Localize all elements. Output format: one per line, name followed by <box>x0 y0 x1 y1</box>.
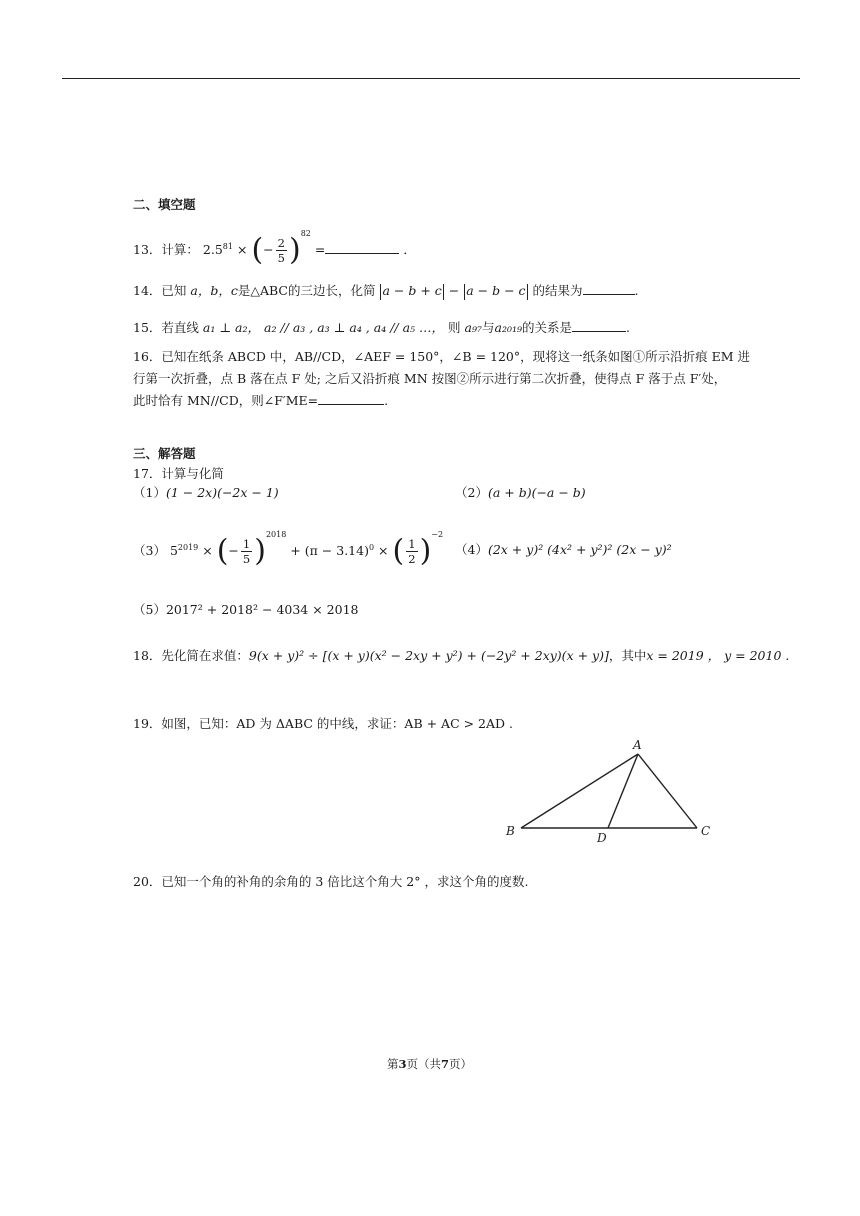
q17-p3-times2: × <box>378 543 389 558</box>
q17-p2-label: （2） <box>455 485 488 500</box>
q17-p1-label: （1） <box>133 485 166 500</box>
q17-part-5 <box>133 600 358 618</box>
q14-minus: − <box>448 283 460 298</box>
q13-eq: = <box>314 242 326 257</box>
question-19: 19．如图，已知：AD 为 ΔABC 的中线，求证：AB + AC > 2AD . <box>133 716 514 731</box>
q17-p3-rparen2: ) <box>419 533 432 569</box>
q14-vars: a，b，c <box>190 283 238 298</box>
q14-mid: 是△ABC的三边长，化简 <box>237 283 376 298</box>
label-c: C <box>701 824 711 838</box>
q13-base: 2.5 <box>202 242 223 257</box>
q17-p3-lparen: ( <box>216 533 229 569</box>
q15-with: 与 <box>482 320 495 335</box>
footer-mid: 页（共 <box>406 1057 442 1071</box>
q17-p3-exp2: 2018 <box>265 530 287 539</box>
q15-suffix: 的关系是 <box>522 320 573 335</box>
footer-post: 页） <box>449 1057 473 1071</box>
q15-a97: a₉₇ <box>464 320 482 335</box>
question-13: 13．计算： $2.5^{81}$ × (− $\frac{2}{5}$ )$^{82}$ = ． <box>133 229 416 268</box>
q17-p3-rparen: ) <box>254 533 266 569</box>
q17-p4-label: （4） <box>455 542 488 557</box>
q15-mid: 则 <box>448 320 461 335</box>
q14-expr1: a − b + c <box>382 283 442 298</box>
q17-p3-exp0: 0 <box>368 542 375 552</box>
footer-total-pages: 7 <box>441 1057 450 1071</box>
q16-line-2: 行第一次折叠，点 B 落在点 F 处; 之后又沿折痕 MN 按图②所示进行第二次折叠，使得点 F 落于点 F′处， <box>133 371 727 386</box>
question-20: 20．已知一个角的补角的余角的 3 倍比这个角大 2° ，求这个角的度数. <box>133 874 529 889</box>
q14-expr2: a − b − c <box>466 283 526 298</box>
abs-bar <box>527 284 528 300</box>
q18-mid: ，其中 <box>608 648 647 663</box>
segment-ac <box>638 754 697 828</box>
q17-p3-fraction-1: $\frac{1}{5}$ <box>242 537 251 566</box>
q13-exp1: 81 <box>222 241 233 251</box>
question-16 <box>133 346 750 412</box>
page-footer <box>387 1056 472 1072</box>
triangle-figure <box>500 738 720 848</box>
q13-times: × <box>236 242 248 257</box>
q14-prefix: 14．已知 <box>133 283 187 298</box>
label-a: A <box>633 738 642 752</box>
top-rule <box>62 78 800 79</box>
q17-p3-base-exp: 2019 <box>177 542 199 552</box>
q17-p3-base: 5 <box>169 543 178 558</box>
question-18 <box>133 646 789 664</box>
q14-end: . <box>634 283 639 298</box>
q17-p3-times: × <box>202 543 213 558</box>
q14-answer-blank[interactable] <box>583 282 635 295</box>
segment-ab <box>521 754 638 828</box>
q13-exp2: 82 <box>300 229 311 238</box>
q13-answer-blank[interactable] <box>325 241 399 254</box>
q17-p3-plus-term: + (π − 3.14) <box>290 543 369 558</box>
footer-pre: 第 <box>387 1057 399 1071</box>
q13-rparen: ) <box>288 232 301 268</box>
label-d: D <box>597 831 607 845</box>
q17-p3-lparen2: ( <box>392 533 405 569</box>
footer-page-number: 3 <box>398 1057 407 1071</box>
q17-p2-expr: (a + b)(−a − b) <box>487 485 586 500</box>
q13-lparen: ( <box>251 232 264 268</box>
q17-p3-exp3: −2 <box>431 530 444 539</box>
q15-expr: a₁ ⊥ a₂， a₂ // a₃ , a₃ ⊥ a₄ , a₄ // a₅ …， <box>202 320 445 335</box>
section-3-title: 三、解答题 <box>133 446 196 461</box>
q13-tail: ． <box>403 242 416 257</box>
q15-prefix: 15．若直线 <box>133 320 199 335</box>
q18-prefix: 18．先化简在求值： <box>133 648 249 663</box>
q17-part-4 <box>455 540 672 558</box>
q15-a2019: a₂₀₁₉ <box>494 320 523 335</box>
q17-part-1 <box>133 483 279 501</box>
q17-p1-expr: (1 − 2x)(−2x − 1) <box>165 485 279 500</box>
q18-expr: 9(x + y)² ÷ [(x + y)(x² − 2xy + y²) + (−2y² + 2xy)(x + y)] <box>248 648 609 663</box>
question-15 <box>133 318 630 338</box>
q15-end: . <box>626 320 631 335</box>
abs-bar <box>443 284 444 300</box>
q16-answer-blank[interactable] <box>318 392 384 405</box>
q14-suffix: 的结果为 <box>532 283 583 298</box>
q16-line3-end: . <box>384 393 389 408</box>
q17-p5-label: （5） <box>133 602 166 617</box>
q16-line3-prefix: 此时恰有 MN//CD，则∠F′ME= <box>133 393 319 408</box>
q18-condition: x = 2019 ， y = 2010 . <box>646 648 790 663</box>
q17-p4-expr: (2x + y)² (4x² + y²)² (2x − y)² <box>487 542 672 557</box>
q17-part-3: （3） $5^{2019}$ × (− $\frac{1}{5}$ )$^{2018} + (\pi - 3.14)^0$ × ( $\frac{1}{2}$ )$^{-2}$ <box>133 530 444 569</box>
q15-answer-blank[interactable] <box>572 319 626 332</box>
q13-number: 13． <box>133 242 162 257</box>
section-2-title: 二、填空题 <box>133 197 196 212</box>
q16-line-1: 16．已知在纸条 ABCD 中，AB//CD，∠AEF = 150°，∠B = 120°，现将这一纸条如图①所示沿折痕 EM 进 <box>133 349 750 364</box>
q17-title: 17．计算与化简 <box>133 466 224 481</box>
label-b: B <box>506 824 515 838</box>
q17-p5-expr: 2017² + 2018² − 4034 × 2018 <box>165 602 359 617</box>
q17-part-2 <box>455 483 586 501</box>
q17-p3-fraction-2: $\frac{1}{2}$ <box>408 537 416 566</box>
q17-p3-label: （3） <box>133 543 166 558</box>
q16-line-3 <box>133 390 750 412</box>
q13-fraction: $\frac{2}{5}$ <box>277 236 285 265</box>
q13-lead: 计算： <box>161 242 199 257</box>
segment-ad <box>608 754 638 828</box>
question-14 <box>133 281 639 301</box>
